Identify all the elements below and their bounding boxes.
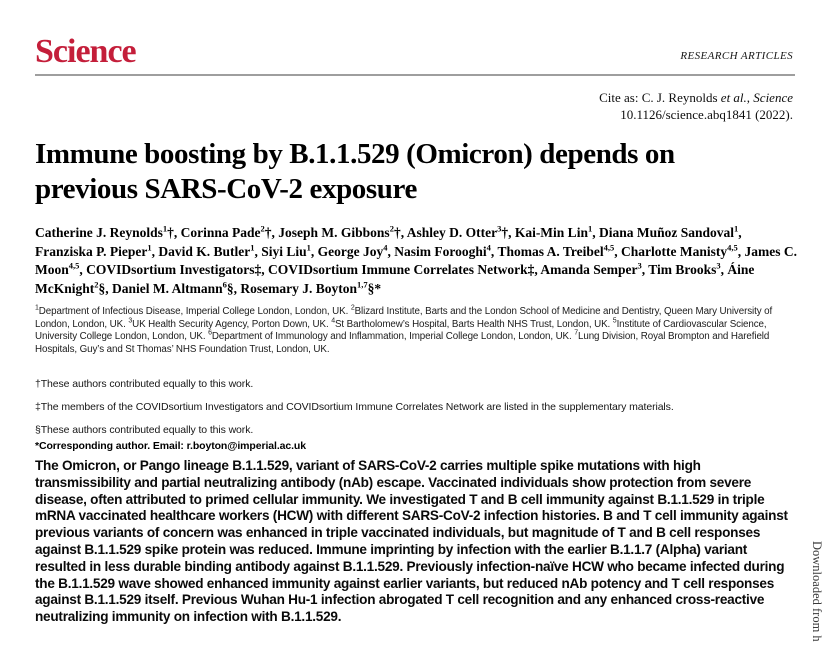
author: James C. Moon$^{4,5}$ bbox=[35, 243, 797, 277]
author: Rosemary J. Boyton$^{1,7}$§* bbox=[240, 279, 382, 296]
abstract: The Omicron, or Pango lineage B.1.1.529, variant of SARS-CoV-2 carries multiple spike mutations with high transmissibility and partial neutralizing antibody (nAb) escape. Vaccinated individuals show protection from severe disease, often attributed to primed cellular immunity. We investigated T and B cell immunity against B.1.1.529 in triple mRNA vaccinated healthcare workers (HCW) with different SARS-CoV-2 infection histories. B and T cell immunity against previous variants of concern was enhanced in triple vaccinated individuals, but magnitude of T and B cell responses against B.1.1.529 spike protein was reduced. Immune imprinting by infection with the earlier B.1.1.7 (Alpha) variant resulted in less durable binding antibody against B.1.1.529. Previously infection-naïve HCW who became infected during the B.1.1.529 wave showed enhanced immunity against earlier variants, but reduced nAb potency and T cell responses against B.1.1.529 itself. Previous Wuhan Hu-1 infection abrogated T cell recognition and any enhanced cross-reactive neutralizing immunity on infection with B.1.1.529. bbox=[35, 458, 788, 625]
author: Corinna Pade$^2$† bbox=[180, 223, 272, 240]
footnote: *Corresponding author. Email: r.boyton@imperial.ac.uk bbox=[35, 440, 306, 452]
author: Siyi Liu$^1$ bbox=[261, 242, 311, 259]
author-list: Catherine J. Reynolds$^1$†, Corinna Pade$^2$†, Joseph M. Gibbons$^2$†, Ashley D. Otter$^3$†, Kai-Min Lin$^1$, Diana Muñoz Sandoval$^1$, Franziska P. Pieper$^1$, David K. Butler$^1$, Siyi Liu$^1$, George Joy$^4$, Nasim Forooghi$^4$, Thomas A. Treibel$^{4,5}$, Charlotte Manisty$^{4,5}$, James C. Moon$^{4,5}$, COVIDsortium Investigators‡, COVIDsortium Immune Correlates Network‡, Amanda Semper$^3$, Tim Brooks$^3$, Áine McKnight$^2$§, Daniel M. Altmann$^6$§, Rosemary J. Boyton$^{1,7}$§* bbox=[35, 223, 797, 296]
footnote: ‡The members of the COVIDsortium Investigators and COVIDsortium Immune Correlates Network are listed in the supplementary materials. bbox=[35, 401, 674, 413]
author: Joseph M. Gibbons$^2$† bbox=[278, 223, 401, 240]
footnote: †These authors contributed equally to this work. bbox=[35, 378, 254, 390]
author: George Joy$^4$ bbox=[317, 242, 388, 259]
science-logo: Science bbox=[35, 33, 136, 70]
author: Áine McKnight$^2$§ bbox=[35, 262, 755, 296]
citation bbox=[599, 90, 793, 123]
affiliation-list: $^1$Department of Infectious Disease, Imperial College London, London, UK. $^2$Blizard Institute, Barts and the London School of Medicine and Dentistry, Queen Mary University of London, London, UK. $^3$UK Health Security Agency, Porton Down, UK. $^4$St Bartholomew’s Hospital, Barts Health NHS Trust, London, UK. $^5$Institute of Cardiovascular Science, University College London, London, UK. $^6$Department of Immunology and Inflammation, Imperial College London, London, UK. $^7$Lung Division, Royal Brompton and Harefield Hospitals, Guy’s and St Thomas’ NHS Foundation Trust, London, UK. bbox=[35, 304, 773, 355]
author: COVIDsortium Immune Correlates Network‡ bbox=[268, 262, 535, 277]
author: Catherine J. Reynolds$^1$† bbox=[35, 223, 174, 240]
author: Amanda Semper$^3$ bbox=[540, 260, 642, 277]
author: COVIDsortium Investigators‡ bbox=[86, 262, 262, 277]
author: Ashley D. Otter$^3$† bbox=[406, 223, 509, 240]
citation-sep: , bbox=[746, 90, 754, 105]
download-watermark: Downloaded from h bbox=[810, 541, 824, 642]
author: Daniel M. Altmann$^6$§ bbox=[112, 279, 234, 296]
author: Thomas A. Treibel$^{4,5}$ bbox=[497, 242, 615, 259]
author: Diana Muñoz Sandoval$^1$ bbox=[598, 223, 739, 240]
citation-journal: Science bbox=[753, 90, 793, 105]
author: David K. Butler$^1$ bbox=[158, 242, 255, 259]
article-title-line2: previous SARS-CoV-2 exposure bbox=[35, 173, 417, 205]
author: Franziska P. Pieper$^1$ bbox=[35, 242, 152, 259]
citation-prefix: Cite as: C. J. Reynolds bbox=[599, 90, 721, 105]
article-title bbox=[35, 137, 800, 207]
article-title-line1: Immune boosting by B.1.1.529 (Omicron) depends on bbox=[35, 138, 675, 170]
section-label: RESEARCH ARTICLES bbox=[680, 50, 793, 62]
author: Nasim Forooghi$^4$ bbox=[394, 242, 491, 259]
footnote: §These authors contributed equally to this work. bbox=[35, 424, 254, 436]
header-rule bbox=[35, 74, 795, 76]
citation-etal: et al. bbox=[720, 90, 747, 105]
author: Charlotte Manisty$^{4,5}$ bbox=[620, 242, 738, 259]
citation-doi: 10.1126/science.abq1841 (2022). bbox=[620, 106, 793, 122]
author: Kai-Min Lin$^1$ bbox=[514, 223, 593, 240]
author: Tim Brooks$^3$ bbox=[648, 260, 721, 277]
footnote-list bbox=[35, 378, 797, 463]
